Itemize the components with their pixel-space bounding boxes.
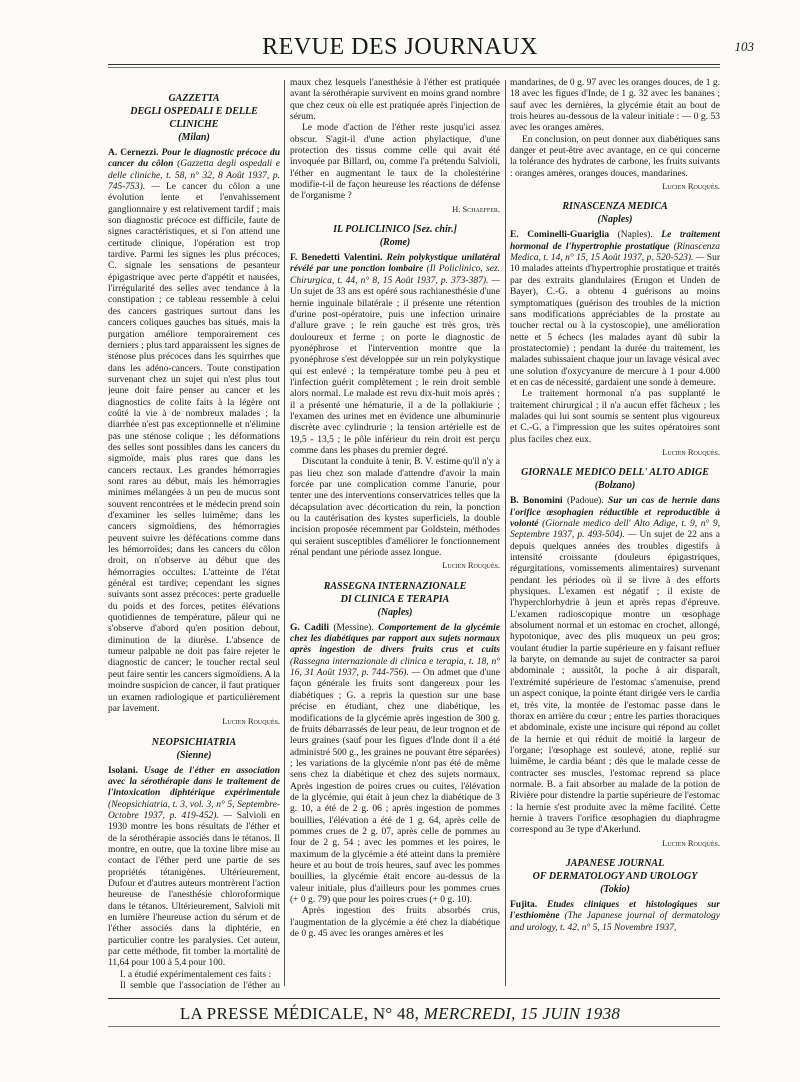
- journal-name: RASSEGNA INTERNAZIONALE: [323, 580, 467, 592]
- article-reference: (The Japanese journal of dermatology and urology, t. 42, n° 5, 15 Novembre 1937,: [510, 911, 720, 933]
- journal-location: (Bolzano): [594, 480, 636, 492]
- article-text: Un sujet de 22 ans a depuis quelques années des troubles digestifs à intensité croissante (douleurs épigastriques, régurgitations, vomissements alimentaires) survenant pendant les périodes où il se livre à des efforts physiques. L'examen est négatif ; il existe de l'hyperchlorhydrie à jeun et après repas d'épreuve. L'examen radioscopique montre un œsophage absolument normal et un estomac en crochet, allongé, hypotonique, avec des plis muqueux un peu gros; voulant étudier la partie supérieure en y faisant refluer la baryte, on demande au sujet de contracter sa paroi abdominale ; aussitôt, la poche à air disparaît, l'extrémité supérieure de l'estomac s'amenuise, prend un aspect conique, la pointe étant dirigée vers le cardia et, très vite, la montée de l'estomac passe dans le thorax en arrière du cœur ; entre les parties thoraciques et abdominale, existe une incisure qui répond au collet de la hernie et qui réduit de moitié la largeur de l'organe; l'œsophage est soulevé, atone, replié sur luimême, le cardia béant ; dès que le malade cesse de contracter ses muscles, l'estomac reprend sa place normale. B. a fait absorber au malade de la potion de Rivière pour distendre la partie supérieure de l'estomac : la hernie s'est produite avec la même facilité. Cette hernie à travers l'orifice œsophagien du diaphragme correspond au 3e type d'Akerlund.: [510, 530, 720, 836]
- footer-rule-bottom: [108, 1026, 720, 1027]
- article-reference: (Neopsichiatria, t. 3, vol. 3, n° 5, Septembre-Octobre 1937, p. 419-452). —: [108, 799, 280, 821]
- article-reference: (Il Policlinico, sez. Chirurgica, t. 44, n° 8, 15 Août 1937, p. 373-387). —: [290, 264, 500, 286]
- article-paragraph: Il semble que l'association de l'éther au: [120, 981, 280, 990]
- footer-rule: [108, 998, 720, 999]
- article-author: G. Cadili: [290, 622, 329, 633]
- journal-location: (Sienne): [176, 749, 212, 761]
- page-title: REVUE DES JOURNAUX: [262, 34, 538, 60]
- journal-location: (Tokio): [600, 883, 630, 895]
- article-cadili: [290, 623, 500, 907]
- section-heading-giornale: [510, 466, 720, 492]
- section-heading-rassegna: [290, 580, 500, 619]
- journal-name-line-2: OF DERMATOLOGY AND UROLOGY: [532, 870, 698, 882]
- journal-name: RINASCENZA MEDICA: [562, 201, 668, 213]
- article-signature: Lucien Rouquès.: [662, 181, 720, 192]
- article-reference: (Rinascenza Medica, t. 14, n° 15, 15 Août 1937, p. 520-523). —: [510, 241, 720, 264]
- article-title: Comportement de la glycémie chez les diabétiques par rapport aux sujets normaux après ingestion de divers fruits crus et cuits: [290, 622, 500, 656]
- article-author-place: (Naples).: [617, 230, 653, 241]
- article-reference: (Rassegna internazionale di clinica e terapia, t. 18, n° 16, 31 Août 1937, p. 744-756). —: [290, 656, 500, 679]
- article-paragraph: mandarines, de 0 g. 97 avec les oranges douces, de 1 g. 18 avec les figues d'Inde, de 1 g. 32 avec les bananes ; sauf avec les dernières, la glycémie était au bout de trois heures au-dessous de la valeur initiale : — 0 g. 53 avec les oranges amères.: [510, 78, 720, 134]
- article-title: Pour le diagnostic précoce du cancer du côlon: [108, 148, 280, 170]
- page-number: 103: [734, 39, 754, 54]
- article-author: Fujita.: [510, 899, 538, 910]
- section-heading-neopsichiatria: [108, 736, 280, 762]
- article-text: Un sujet de 33 ans est opéré sous rachianesthésie d'une hernie inguinale bilatérale ; il présente une rétention d'urine post-opératoire, puis une infection urinaire d'allure grave ; le rein gauche est très gros, très douloureux et ferme ; on porte le diagnostic de pyonéphrose et l'intervention montre que la pyonéphrose s'est développée sur un rein polykystique qui est enlevé ; la température tombe peu à peu et l'infection guérit complètement ; le rein droit semble alors normal. Le malade est revu dix-huit mois après ; il a présenté une hématurie, il a de la pollakiurie ; l'examen des urines met en évidence une albuminurie discrète avec cylindrurie ; la tension artérielle est de 19,5 - 13,5 ; le pôle inférieur du rein droit est perçu comme dans les phases du premier degré.: [290, 287, 500, 456]
- journal-location: (Naples): [377, 606, 413, 618]
- article-signature: Lucien Rouquès.: [662, 837, 720, 848]
- article-author: A. Cernezzi.: [108, 148, 159, 158]
- article-cominelli: [510, 230, 720, 389]
- column-1: [108, 78, 280, 990]
- article-paragraph: Après ingestion des fruits absorbés crus, l'augmentation de la glycémie a été chez la diabétique de 0 g. 45 avec les oranges amères et les: [290, 906, 500, 940]
- article-paragraph: Le traitement hormonal n'a pas supplanté le traitement chirurgical ; il n'a aucun effet fâcheux ; les malades qui lui sont soumis se sentent plus vigoureux et C.-G. a l'impression que les suites opératoires sont plus faciles chez eux.: [510, 389, 720, 445]
- journal-name-line-2: DI CLINICA E TERAPIA: [340, 593, 450, 605]
- article-title: Sur un cas de hernie dans l'orifice œsophagien réductible et reproductible à volonté: [510, 496, 720, 529]
- journal-name: GAZZETTA: [168, 93, 220, 104]
- article-title: Le traitement hormonal de l'hypertrophie prostatique: [510, 230, 720, 252]
- article-cernezzi: [108, 148, 280, 715]
- column-3: [510, 78, 720, 990]
- header-rule: [108, 64, 720, 65]
- footer-date: MERCREDI, 15 JUIN 1938: [423, 1004, 621, 1023]
- article-bonomini: [510, 496, 720, 836]
- article-text: Sur 10 malades atteints d'hypertrophie prostatique et traités par des extraits glandulaires (Erugon et Unden de Bayer), C.-G. a obtenu 4 guérisons au moins symptomatiques (guérison des troubles de la miction sans modifications appréciables de la prostate au toucher rectal ou à la cystoscopie), une amélioration nette et 5 échecs (les malades ayant dû subir la prostatectomie) ; pendant la durée du traitement, les malades subissaient chaque jour un lavage vésical avec une solution d'oxycyanure de mercure à 1 pour 4.000 et en cas de nécessité, gardaient une sonde à demeure.: [510, 253, 720, 388]
- article-author: E. Cominelli-Guariglia: [510, 230, 610, 241]
- article-benedetti: [290, 253, 500, 457]
- article-author: B. Bonomini: [510, 496, 563, 507]
- section-heading-japanese-journal: [510, 857, 720, 896]
- article-signature: Lucien Rouquès.: [222, 716, 280, 727]
- article-text: Le cancer du côlon a une évolution lente et l'envahissement ganglionnaire y est relativement tardif ; mais son diagnostic précoce est difficile, faute de signes caractéristiques, et si l'on attend une certitude clinique, l'opération est trop tardive. Parmi les signes les plus précoces, C. signale les sensations de pesanteur épigastrique avec perte d'appétit et nausées, l'irrégularité des selles avec tendance à la constipation ; ce tableau ressemble à celui des cancers gastriques surtout dans les cancers coliques gauches bas situés, mais la purgation améliore temporairement ces derniers ; plus tard apparaissent les signes de sténose plus précoces dans les squirrhes que dans les adéno-cancers. Toute constipation survenant chez un sujet qui n'est plus tout jeune doit faire penser au cancer et les diagnostics de colite faits à la légère ont coûté la vie à de nombreux malades ; la diarrhée n'est pas exceptionnelle et n'élimine pas une sténose colique ; les déformations des selles sont possibles dans les cancers du sigmoïde, mais plus rares que dans les cancers rectaux. Les grandes hémorragies sont rares au début, mais les hémorragies minimes mélangées à un peu de mucus sont souvent rencontrées et le médecin prend soin d'examiner les selles luimême; dans les cancers sigmoïdiens, des hémorragies peuvent suivre les défécations comme dans les hémorroïdes; dans les cancers du côlon droit, on n'observe au début que des hémorragies occultes. L'atteinte de l'état général est tardive; cependant les signes suivants sont assez précoces: perte graduelle du poids et des forces, petites élévations quotidiennes de température, pâleur qui ne s'observe d'abord qu'en position debout, diminution de la diurèse. L'absence de tumeur palpable ne doit pas faire rejeter le diagnostic de cancer; le toucher rectal seul peut faire sentir les cancers sigmoïdiens. A la moindre suspicion de cancer, il faut pratiquer un examen radiologique et particulièrement par lavement.: [108, 182, 280, 714]
- article-paragraph: Le mode d'action de l'éther reste jusqu'ici assez obscur. S'agit-il d'une action phylactique, d'une protection des tissus comme celle qui avait été invoquée par Billard, ou, comme l'a prétendu Salvioli, l'éther en augmentant le taux de la cholestérine modifie-t-il de façon heureuse les réactions de défense de l'organisme ?: [290, 123, 500, 202]
- article-paragraph: I. a étudié expérimentalement ces faits :: [120, 969, 272, 980]
- section-heading-policlinico: [290, 223, 500, 249]
- journal-name: NEOPSICHIATRIA: [151, 736, 237, 748]
- article-title: Rein polykystique unilatéral révélé par une ponction lombaire: [290, 253, 500, 275]
- article-title: Usage de l'éther en association avec la sérothérapie dans le traitement de l'intoxication diphtérique expérimentale: [108, 765, 280, 799]
- journal-location: (Rome): [379, 237, 411, 249]
- journal-location: (Naples): [597, 214, 633, 226]
- article-author-place: (Padoue).: [567, 496, 604, 507]
- journal-name: JAPANESE JOURNAL: [565, 857, 665, 869]
- article-author: F. Benedetti Valentini.: [290, 253, 383, 264]
- journal-name: GIORNALE MEDICO DELL' ALTO ADIGE: [521, 467, 709, 479]
- section-heading-gazzetta: [108, 92, 280, 144]
- column-2: [290, 78, 500, 990]
- article-reference: (Giornale medico dell' Alto Adige, t. 9, n° 9, Septembre 1937, p. 493-504). —: [510, 519, 720, 541]
- column-divider-1: [284, 80, 285, 986]
- page-footer: [0, 1004, 800, 1024]
- article-paragraph: Discutant la conduite à tenir, B. V. estime qu'il n'y a pas lieu chez son malade d'attendre d'avoir la main forcée par une complication comme l'anurie, pour tenter une des interventions conservatrices telles que la décapsulation avec décortication du rein, la ponction ou la cautérisation des kystes superficiels, la double incision proposée récemment par Goldstein, méthodes qui seraient susceptibles d'améliorer le fonctionnement rénal pendant une période assez longue.: [290, 457, 500, 559]
- article-reference: (Gazzetta degli ospedali e delle cliniche, t. 58, n° 32, 8 Août 1937, p. 745-753). —: [108, 159, 280, 193]
- column-divider-2: [505, 80, 506, 986]
- article-fujita: [510, 900, 720, 934]
- article-text: On admet que d'une façon générale les fruits sont dangereux pour les diabétiques ; G. a repris la question sur une base précise en étudiant, chez une diabétique, les modifications de la glycémie après ingestion de 300 g. de fruits débarrassés de leur peau, de leur trognon et de leurs graines (sauf pour les figues d'Inde dont il a été administré 500 g., les graines ne pouvant être séparées) ; les variations de la glycémie n'ont pas été de même sens chez la diabétique et chez des sujets normaux. Après ingestion de poires crues ou cuites, l'élévation de la glycémie, qui était à jeun chez la diabétique de 3 g. 10, a été de 2 g. 06 ; après ingestion de pommes bouillies, l'élévation a été de 1 g. 64, après celle de pommes crues de 2 g. 07, après celle de pommes au four de 2 g. 54 ; avec les pommes et les poires, le maximum de la glycémie a été atteint dans la première heure et au bout de trois heures, sauf avec les pommes bouillies, la glycémie était encore au-dessus de la valeur initiale, plus d'ailleurs pour les pommes crues (+ 0 g. 79) que pour les poires crues (+ 0 g. 10).: [290, 668, 500, 905]
- article-paragraph: maux chez lesquels l'anesthésie à l'éther est pratiquée avant la sérothérapie survivent en moins grand nombre que chez ceux où elle est pratiquée après l'injection de sérum.: [290, 78, 500, 123]
- article-signature: Lucien Rouquès.: [442, 560, 500, 571]
- article-signature: H. Schaeffer.: [452, 203, 500, 214]
- article-signature: Lucien Rouquès.: [662, 446, 720, 457]
- article-author: Isolani.: [108, 765, 138, 776]
- footer-journal: LA PRESSE MÉDICALE, N° 48,: [179, 1004, 420, 1023]
- article-paragraph: En conclusion, on peut donner aux diabétiques sans danger et peut-être avec avantage, en ce qui concerne la tolérance des hydrates de carbone, les fruits suivants : oranges amères, oranges douces, mandarines.: [510, 134, 720, 179]
- section-heading-rinascenza: [510, 200, 720, 226]
- journal-location: (Milan): [178, 132, 210, 143]
- article-title: Etudes cliniques et histologiques sur l'esthiomène: [510, 899, 720, 922]
- article-author-place: (Messine).: [333, 622, 374, 633]
- article-isolani: [108, 766, 280, 970]
- header-rule-secondary: [108, 67, 720, 68]
- journal-name: IL POLICLINICO [Sez. chir.]: [333, 224, 457, 236]
- journal-name-line-2: DEGLI OSPEDALI E DELLE CLINICHE: [130, 106, 258, 130]
- article-text: Salvioli en 1930 montre les bons résultats de l'éther et de la sérothérapie associés dans le tétanos. Il montre, en outre, que la toxine libre mise au contact de l'éther perd une partie de ses propriétés tétanigènes. Ultérieurement, Dufour et d'autres auteurs montrèrent l'action heureuse de l'anesthésie chloroformique dans le tétanos. Ultérieurement, Salvioli mit en lumière l'heureuse action du sérum et de l'éther associés dans la diphtérie, en particulier contre les paralysies. Cet auteur, par cette méthode, fit tomber la mortalité de 11,64 pour 100 à 5,4 pour 100.: [108, 810, 280, 969]
